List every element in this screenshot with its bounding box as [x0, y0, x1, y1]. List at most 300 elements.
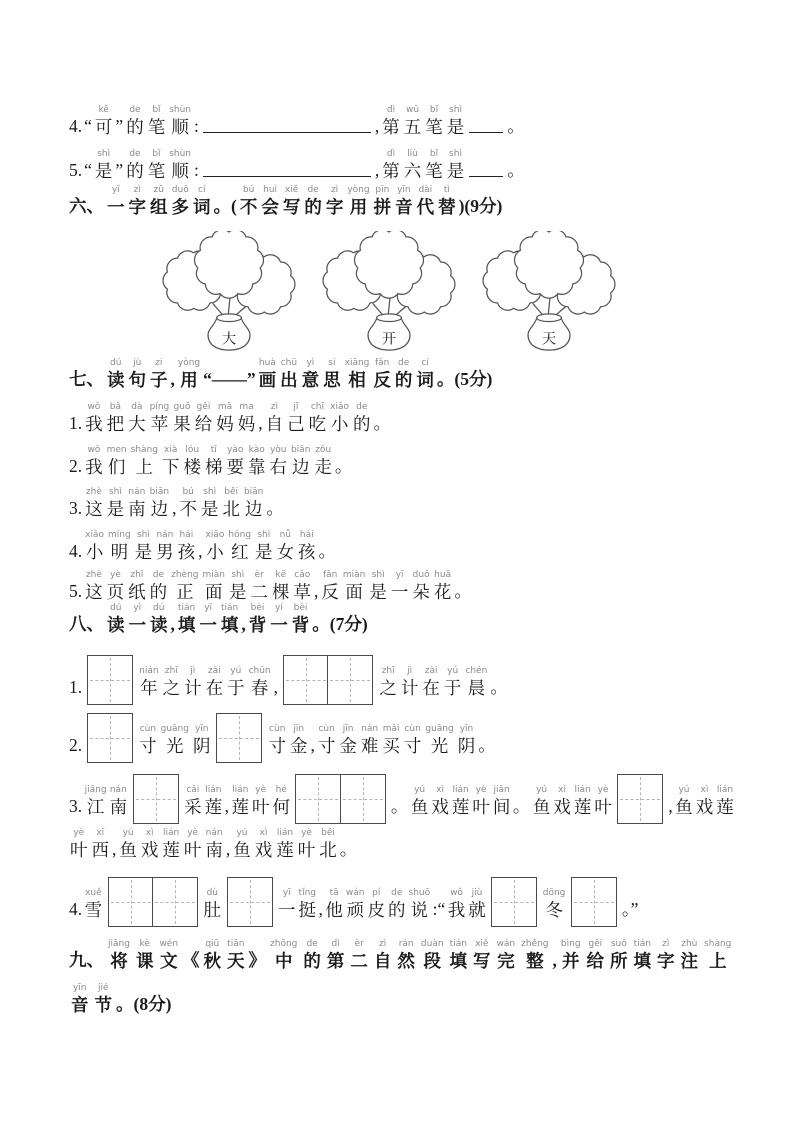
pinyin-label: shì	[449, 105, 462, 115]
pinyin-label: èr	[254, 570, 264, 581]
pinyin-label: duàn	[420, 938, 444, 949]
hanzi-with-pinyin	[369, 571, 387, 602]
pinyin-label: xuě	[85, 887, 102, 898]
text-run: “——”	[203, 368, 256, 389]
hanzi-with-pinyin	[227, 667, 245, 698]
hanzi: 一	[270, 615, 288, 636]
hanzi: 寸	[317, 736, 336, 757]
hanzi-with-pinyin	[240, 186, 258, 217]
hanzi: 填	[449, 950, 468, 971]
text-run: ,	[374, 116, 380, 136]
hanzi-with-pinyin	[395, 186, 413, 217]
section-9-heading	[68, 940, 736, 1015]
hanzi: 们	[107, 457, 126, 478]
hanzi-with-pinyin	[353, 403, 371, 434]
hanzi: 这	[85, 582, 103, 603]
pinyin-label: pí	[372, 887, 381, 898]
hanzi-with-pinyin	[266, 403, 284, 434]
hanzi: 读	[107, 369, 125, 390]
hanzi: 笔	[147, 160, 166, 181]
hanzi: 出	[280, 369, 298, 390]
hanzi-with-pinyin	[85, 446, 103, 477]
hanzi: 给	[586, 950, 605, 971]
pinyin-label: nán	[156, 530, 174, 541]
pinyin-label: xiǎo	[205, 530, 225, 541]
pinyin-label: de	[391, 887, 403, 898]
text-run: 七、	[69, 368, 104, 389]
hanzi: 读	[107, 615, 125, 636]
hanzi-with-pinyin	[184, 786, 202, 817]
hanzi: 用	[349, 196, 368, 217]
hanzi-with-pinyin	[244, 488, 263, 519]
hanzi: 边	[291, 457, 310, 478]
pinyin-label: dù	[206, 887, 218, 898]
pinyin-label: yú	[447, 666, 459, 677]
pinyin-label: hái	[299, 530, 314, 541]
pinyin-label: shì	[97, 148, 111, 159]
hanzi: 棵	[272, 582, 290, 603]
pinyin-label: zì	[662, 938, 670, 949]
pinyin-label: tǐng	[298, 887, 316, 898]
pinyin-label: suǒ	[610, 938, 627, 949]
hanzi: 反	[321, 582, 339, 603]
pinyin-label: tián	[178, 603, 196, 614]
text-run: ,	[258, 412, 263, 433]
hanzi: 寸	[268, 736, 286, 757]
vase-rim	[217, 314, 242, 322]
hanzi: 笔	[425, 160, 443, 181]
pinyin-label: yè	[301, 827, 312, 838]
tianzige-cell	[327, 655, 373, 705]
pinyin-label: chén	[465, 666, 488, 677]
pinyin-label: wǒ	[87, 445, 101, 456]
pinyin-label: yīn	[194, 724, 209, 735]
hanzi-with-pinyin	[206, 667, 224, 698]
text-run: 3.	[69, 796, 83, 817]
hanzi-with-pinyin	[425, 725, 453, 756]
hanzi: 春	[250, 678, 269, 699]
hanzi: 一	[107, 196, 125, 217]
hanzi: 右	[269, 457, 287, 478]
hanzi-with-pinyin	[382, 106, 400, 137]
hanzi: 莲	[162, 839, 180, 860]
hanzi-with-pinyin	[473, 940, 491, 971]
pinyin-label: yú	[414, 785, 426, 796]
tianzige-cell	[283, 655, 329, 705]
hanzi-with-pinyin	[150, 488, 169, 519]
hanzi-with-pinyin	[222, 488, 240, 519]
pinyin-label: dì	[386, 148, 396, 159]
hanzi: 朵	[412, 582, 430, 603]
hanzi: 在	[422, 678, 440, 699]
hanzi-with-pinyin	[574, 786, 592, 817]
hanzi: 正	[176, 582, 194, 603]
pinyin-label: bǎ	[109, 401, 121, 412]
hanzi-with-pinyin	[150, 359, 168, 390]
pinyin-label: xiāng	[344, 357, 370, 368]
pinyin-label: bǐ	[152, 105, 161, 115]
hanzi-with-pinyin	[382, 725, 400, 756]
hanzi: 靠	[247, 457, 266, 478]
pinyin-label: jié	[97, 982, 109, 993]
hanzi: 画	[258, 369, 277, 390]
hanzi: 是	[200, 499, 219, 520]
pinyin-label: bǐ	[429, 105, 439, 115]
hanzi-with-pinyin	[327, 940, 345, 971]
hanzi: 是	[94, 160, 113, 181]
text-run: 5.	[69, 159, 83, 180]
hanzi: 二	[350, 950, 368, 971]
hanzi-with-pinyin	[129, 186, 147, 217]
hanzi: 六	[403, 160, 422, 181]
hanzi-with-pinyin	[422, 667, 440, 698]
hanzi-with-pinyin	[374, 940, 392, 971]
pinyin-label: zì	[133, 184, 141, 195]
hanzi-with-pinyin	[497, 940, 516, 971]
hanzi: 自	[265, 413, 284, 434]
pinyin-label: fǎn	[374, 357, 390, 368]
pinyin-label: shì	[203, 487, 217, 498]
hanzi-with-pinyin	[107, 446, 127, 477]
hanzi-with-pinyin	[447, 106, 465, 137]
hanzi: 莲	[276, 839, 294, 860]
hanzi-with-pinyin	[216, 403, 234, 434]
hanzi-with-pinyin	[172, 186, 190, 217]
hanzi-with-pinyin	[128, 403, 146, 434]
hanzi-with-pinyin	[391, 571, 409, 602]
hanzi-with-pinyin	[280, 359, 298, 390]
hanzi-with-pinyin	[221, 604, 239, 635]
hanzi-with-pinyin	[205, 786, 223, 817]
hanzi: 组	[150, 196, 168, 217]
hanzi: 第	[382, 160, 400, 181]
pinyin-label: mā	[217, 401, 233, 412]
hanzi: 戏	[254, 839, 273, 860]
hanzi-with-pinyin	[163, 667, 181, 698]
hanzi-with-pinyin	[233, 829, 251, 860]
pinyin-label: huā	[434, 570, 452, 581]
pinyin-label: yīn	[72, 982, 87, 993]
hanzi-with-pinyin	[231, 786, 249, 817]
pinyin-label: xì	[558, 785, 566, 796]
hanzi: 我	[85, 413, 103, 434]
text-run: 2.	[69, 456, 83, 477]
hanzi: 间	[492, 797, 511, 818]
hanzi: 并	[561, 950, 580, 971]
pinyin-label: yòng	[347, 184, 370, 195]
pinyin-label: nán	[128, 487, 146, 498]
hanzi: 会	[261, 196, 279, 217]
hanzi-with-pinyin	[108, 531, 131, 562]
tianzige-grid	[491, 877, 537, 927]
text-run: 。(7分)	[312, 614, 368, 635]
hanzi: 肚	[203, 899, 222, 920]
text-run: 。”	[621, 898, 639, 919]
hanzi-with-pinyin	[227, 940, 245, 971]
pinyin-label: míng	[107, 530, 131, 541]
hanzi-with-pinyin	[347, 186, 369, 217]
hanzi-with-pinyin	[610, 940, 628, 971]
text-run: 1.	[69, 412, 83, 433]
hanzi-with-pinyin	[270, 940, 297, 971]
hanzi: 西	[91, 839, 109, 860]
hanzi-with-pinyin	[139, 725, 157, 756]
hanzi-with-pinyin	[277, 531, 295, 562]
hanzi: 戏	[695, 797, 714, 818]
hanzi: 金	[289, 736, 308, 757]
pinyin-label: biān	[290, 445, 311, 456]
hanzi-with-pinyin	[150, 186, 168, 217]
pinyin-label: tián	[633, 938, 651, 949]
pinyin-label: chūn	[248, 666, 271, 677]
text-run: ,	[668, 796, 673, 817]
hanzi-with-pinyin	[553, 786, 571, 817]
hanzi: 上	[135, 457, 154, 478]
hanzi: 音	[71, 994, 89, 1015]
fill-item-4	[68, 870, 736, 920]
hanzi: 边	[244, 499, 263, 520]
hanzi-with-pinyin	[298, 829, 316, 860]
hanzi-with-pinyin	[283, 186, 301, 217]
pinyin-label: lóu	[185, 445, 200, 456]
text-run: ,	[112, 838, 117, 859]
hanzi: 妈	[237, 413, 256, 434]
hanzi: 鱼	[532, 797, 551, 818]
hanzi-with-pinyin	[681, 940, 699, 971]
hanzi-with-pinyin	[85, 889, 103, 920]
hanzi: 于	[443, 678, 462, 699]
hanzi-with-pinyin	[302, 359, 320, 390]
text-run: 3.	[69, 498, 83, 519]
hanzi: 寸	[403, 736, 422, 757]
hanzi-with-pinyin	[261, 186, 279, 217]
flower-cluster-3	[474, 231, 624, 353]
hanzi: 的	[304, 196, 322, 217]
hanzi-with-pinyin	[450, 940, 468, 971]
text-run: ,	[170, 368, 175, 389]
tianzige-grid	[133, 774, 179, 824]
hanzi-with-pinyin	[161, 725, 189, 756]
hanzi: 一	[199, 615, 217, 636]
hanzi-with-pinyin	[178, 604, 196, 635]
pinyin-label: de	[307, 184, 319, 195]
hanzi-with-pinyin	[696, 786, 714, 817]
hanzi-with-pinyin	[128, 571, 146, 602]
hanzi-with-pinyin	[521, 940, 548, 971]
pinyin-label: cǎi	[186, 785, 200, 796]
hanzi-with-pinyin	[330, 403, 349, 434]
hanzi: 苹	[150, 413, 169, 434]
text-run: 1.	[69, 677, 83, 698]
text-run: 《	[182, 949, 200, 970]
pinyin-label: huì	[263, 184, 278, 195]
pinyin-label: tiān	[227, 938, 245, 949]
pinyin-label: xī	[96, 827, 105, 838]
hanzi: 寸	[139, 736, 157, 757]
pinyin-label: hé	[275, 785, 287, 796]
pinyin-label: cùn	[139, 724, 157, 735]
hanzi: 纸	[128, 582, 146, 603]
text-run: ,	[224, 796, 229, 817]
hanzi: 顽	[346, 899, 364, 920]
hanzi-with-pinyin	[126, 150, 144, 181]
pinyin-label: men	[106, 445, 127, 456]
hanzi-with-pinyin	[404, 106, 422, 137]
hanzi-with-pinyin	[248, 446, 266, 477]
hanzi: 笔	[425, 117, 443, 137]
hanzi: 五	[403, 117, 422, 137]
hanzi: 填	[177, 615, 196, 636]
hanzi: 是	[229, 582, 247, 603]
text-run: 。	[339, 838, 358, 859]
pinyin-label: lián	[163, 827, 180, 838]
hanzi-with-pinyin	[205, 829, 223, 860]
hanzi: 莲	[231, 797, 249, 818]
pinyin-label: zhè	[85, 570, 102, 581]
hanzi-with-pinyin	[272, 786, 290, 817]
pinyin-label: xiě	[475, 938, 489, 949]
hanzi-with-pinyin	[417, 186, 435, 217]
hanzi-with-pinyin	[447, 150, 465, 181]
hanzi: 第	[326, 950, 345, 971]
hanzi-with-pinyin	[85, 531, 104, 562]
vase-rim	[537, 314, 562, 322]
fill-item-3-line-2	[68, 829, 736, 860]
section-6-heading	[68, 186, 736, 217]
hanzi-with-pinyin	[148, 150, 166, 181]
pinyin-label: xì	[259, 827, 268, 838]
hanzi: 的	[126, 117, 144, 137]
hanzi: 皮	[367, 899, 385, 920]
pinyin-label: yī	[204, 603, 213, 614]
pinyin-label: jì	[190, 666, 196, 677]
text-run: 。	[266, 498, 284, 519]
pinyin-label: gěi	[196, 401, 211, 412]
hanzi-with-pinyin	[238, 403, 256, 434]
pinyin-label: chī	[310, 401, 324, 412]
hanzi-with-pinyin	[107, 186, 125, 217]
hanzi-with-pinyin	[379, 667, 397, 698]
text-run: :	[194, 159, 199, 180]
hanzi: 词	[416, 369, 434, 390]
hanzi-with-pinyin	[290, 725, 308, 756]
text-run: ”	[115, 116, 124, 136]
tianzige-cell	[571, 877, 617, 927]
pinyin-label: xì	[436, 785, 444, 796]
hanzi: 天	[227, 950, 245, 971]
hanzi: 小	[85, 542, 104, 563]
pinyin-label: de	[398, 357, 410, 368]
hanzi: 段	[423, 950, 441, 971]
hanzi: 小	[206, 542, 224, 563]
pinyin-label: wǒ	[450, 887, 463, 898]
hanzi-with-pinyin	[704, 940, 731, 971]
hanzi-with-pinyin	[388, 889, 406, 920]
hanzi-with-pinyin	[141, 829, 159, 860]
pinyin-label: shì	[371, 570, 385, 581]
hanzi: 填	[220, 615, 239, 636]
pinyin-label: yí	[275, 603, 283, 614]
hanzi: 下	[161, 457, 180, 478]
pinyin-label: zhōng	[270, 938, 298, 949]
hanzi-with-pinyin	[345, 359, 370, 390]
hanzi: 鱼	[675, 797, 693, 818]
hanzi-with-pinyin	[269, 446, 287, 477]
hanzi: 之	[162, 678, 181, 699]
tianzige-grid	[216, 713, 262, 763]
pinyin-label: de	[306, 938, 318, 949]
section-7-heading	[68, 359, 736, 390]
hanzi-with-pinyin	[657, 940, 675, 971]
pinyin-label: jīn	[342, 724, 354, 735]
pinyin-label: nán	[361, 724, 379, 735]
hanzi: 这	[85, 499, 103, 520]
hanzi: 南	[128, 499, 146, 520]
text-run: 。	[490, 677, 508, 698]
hanzi: 拼	[373, 196, 392, 217]
pinyin-label: tián	[449, 938, 467, 949]
pinyin-label: yè	[109, 570, 121, 581]
hanzi: 小	[330, 413, 349, 434]
pinyin-label: shì	[231, 570, 245, 581]
answer-blank	[203, 176, 371, 177]
hanzi-with-pinyin	[193, 725, 211, 756]
pinyin-label: zài	[207, 666, 221, 677]
hanzi: 明	[110, 542, 129, 563]
pinyin-label: xiǎo	[330, 401, 349, 412]
hanzi: 是	[446, 117, 465, 137]
pinyin-label: zài	[424, 666, 438, 677]
pinyin-label: dú	[110, 357, 122, 368]
hanzi-with-pinyin	[183, 446, 201, 477]
pinyin-label: xì	[145, 827, 154, 838]
hanzi: 计	[184, 678, 202, 699]
hanzi-with-pinyin	[594, 786, 612, 817]
vase-character: 开	[381, 331, 397, 348]
tianzige-grid	[283, 655, 373, 705]
pinyin-label: jiù	[471, 887, 483, 898]
hanzi: 边	[150, 499, 169, 520]
text-run: 4.	[69, 541, 83, 562]
text-run: “	[84, 159, 92, 180]
hanzi-with-pinyin	[107, 359, 125, 390]
hanzi-with-pinyin	[150, 403, 170, 434]
pinyin-label: kè	[139, 938, 150, 949]
hanzi-with-pinyin	[309, 403, 327, 434]
hanzi-with-pinyin	[294, 571, 312, 602]
hanzi: 第	[382, 117, 400, 137]
pinyin-label: nián	[139, 666, 159, 677]
hanzi-with-pinyin	[587, 940, 605, 971]
pinyin-label: bú	[242, 184, 255, 195]
text-run: 4.	[69, 116, 83, 136]
hanzi: 替	[438, 196, 456, 217]
hanzi-with-pinyin	[339, 725, 357, 756]
hanzi: 采	[184, 797, 202, 818]
hanzi: 金	[339, 736, 357, 757]
hanzi-with-pinyin	[382, 150, 400, 181]
text-run: 。	[454, 581, 472, 602]
hanzi-with-pinyin	[107, 604, 125, 635]
hanzi-with-pinyin	[85, 786, 107, 817]
hanzi-with-pinyin	[255, 829, 273, 860]
tianzige-grid	[571, 877, 617, 927]
hanzi: 顺	[171, 160, 189, 181]
pinyin-label: dì	[331, 938, 340, 949]
pinyin-label: yè	[475, 785, 487, 796]
hanzi: 买	[382, 736, 400, 757]
hanzi: 果	[173, 413, 191, 434]
